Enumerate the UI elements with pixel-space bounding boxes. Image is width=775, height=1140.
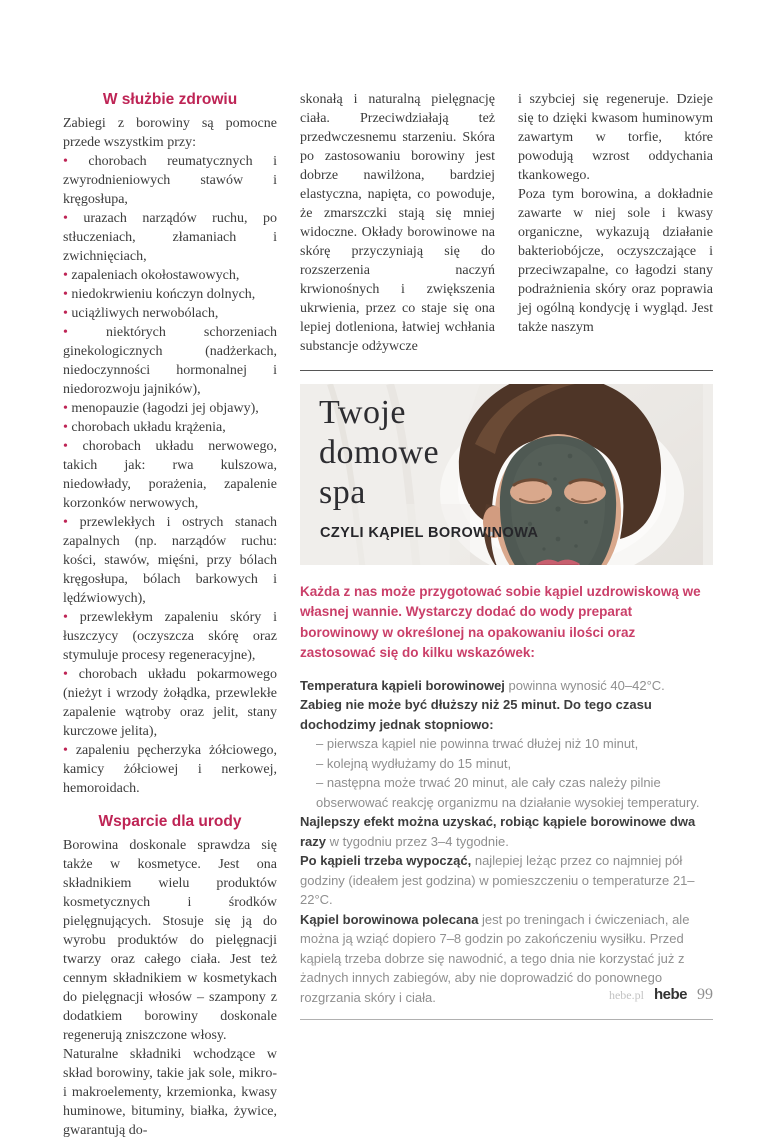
instruction-lead: Temperatura kąpieli borowinowej (300, 677, 505, 693)
page-number: 99 (697, 986, 713, 1003)
bullet-item: • zapaleniach okołostawowych, (63, 266, 277, 285)
section-heading-beauty: Wsparcie dla urody (98, 813, 242, 830)
middle-column (300, 90, 495, 356)
bullet-item: • zapaleniu pęcherzyka żółciowego, kamicy żółciowej i nerkowej, hemoroidach. (63, 741, 277, 798)
bullet-item: • chorobach układu pokarmowego (nieżyt i wrzody żołądka, przewlekłe zapalenie wątroby oraz jelit, stany kurczowe jelita), (63, 665, 277, 741)
feature-title (319, 393, 439, 513)
instructions-list (300, 676, 713, 1008)
right-paragraph-1: i szybciej się regeneruje. Dzieje się to dzięki kwasom huminowym zawartym w torfie, które powodują wzrost oddychania tkankowego. (518, 92, 713, 183)
middle-paragraph: skonałą i naturalną pielęgnację ciała. Przeciwdziałają też przedwczesnemu starzeniu. Skóra po zastosowaniu borowiny jest dobrze nawilżona, bardziej elastyczna, napięta, co powoduje, że zmarszczki stają się mniej widoczne. Okłady borowinowe na skórę przyczyniają się do rozszerzenia naczyń krwionośnych i zwiększenia ukrwienia, przez co staje się ona lepiej dotleniona, łatwiej wchłania substancje odżywcze (300, 92, 495, 354)
instruction-substep: – pierwsza kąpiel nie powinna trwać dłużej niż 10 minut, (316, 736, 639, 751)
section1-intro: Zabiegi z borowiny są pomocne przede wszystkim przy: (63, 116, 277, 150)
instruction-lead: Kąpiel borowinowa polecana (300, 911, 479, 927)
instruction-substep: – następna może trwać 20 minut, ale cały czas należy pilnie obserwować reakcję organizmu na działanie wysokiej temperatury. (316, 775, 700, 810)
page-footer (609, 986, 713, 1004)
instruction-lead: Zabieg nie może być dłuższy niż 25 minut. Do tego czasu dochodzimy jednak stopniowo: (300, 697, 652, 732)
left-column (63, 90, 278, 1138)
section-heading-health: W służbie zdrowiu (102, 91, 238, 108)
bullet-item: • chorobach reumatycznych i zwyrodnieniowych stawów i kręgosłupa, (63, 152, 277, 209)
instruction-lead: Najlepszy efekt można uzyskać, robiąc kąpiele borowinowe dwa razy (300, 814, 696, 849)
instruction-body: jest po treningach i ćwiczeniach, ale można ją wziąć dopiero 7–8 godzin po zakończeniu wysiłku. Przed kąpielą trzeba dobrze się nawodnić, a tego dnia nie korzystać już z żadnych innych zabiegów, aby nie doprowadzić do ponownego rozgrzania skóry i ciała. (300, 911, 690, 1005)
feature-title-line: Twoje (319, 393, 406, 431)
bullet-item: • przewlekłym zapaleniu skóry i łuszczycy (oczyszcza skórę oraz stymuluje procesy regeneracyjne), (63, 608, 277, 665)
feature-title-line: spa (319, 473, 366, 511)
bullet-item: • chorobach układu nerwowego, takich jak: rwa kulszowa, niedowłady, porażenia, zapalenie korzonków nerwowych, (63, 437, 277, 513)
footer-site-url: hebe.pl (608, 988, 644, 1002)
hebe-logo: hebe (653, 986, 687, 1003)
instruction-body: najlepiej leżąc przez co najmniej pół godziny (ideałem jest godzina) w pomieszczeniu o temperaturze 21–22°C. (300, 853, 695, 907)
instruction-body: w tygodniu przez 3–4 tygodnie. (326, 833, 509, 849)
bullet-item: • menopauzie (łagodzi jej objawy), (63, 399, 277, 418)
feature-title-line: domowe (319, 433, 440, 471)
instruction-body: powinna wynosić 40–42°C. (504, 677, 665, 693)
bullet-item: • przewlekłych i ostrych stanach zapalnych (np. narządów ruchu: kości, stawów, mięśni, przy bólach kręgosłupa, bólach barkowych i lędźwiowych), (63, 513, 277, 608)
main-area (300, 90, 713, 1020)
instruction-substep: – kolejną wydłużamy do 15 minut, (316, 755, 512, 771)
right-paragraph-2: Poza tym borowina, a dokładnie zawarte w niej sole i kwasy organiczne, wykazują działanie bakteriobójcze, oczyszczające i przeciwzapalne, co łagodzi stany podrażnienia skóry oraz poprawia jej ogólną kondycję i wygląd. Jest także naszym (518, 187, 713, 335)
bullet-item: • urazach narządów ruchu, po stłuczeniach, złamaniach i zwichnięciach, (63, 209, 277, 266)
top-text-columns (300, 90, 713, 356)
bullet-item: • niektórych schorzeniach ginekologicznych (nadżerkach, niedoczynności hormonalnej i niedorozwoju jajników), (63, 323, 277, 399)
beauty-paragraph-1: Borowina doskonale sprawdza się także w kosmetyce. Jest ona składnikiem wielu produktów kosmetycznych i środków pielęgnujących. Stosuje się ją do wyrobu produktów do pielęgnacji twarzy oraz całego ciała. Jest też cennym składnikiem w kosmetykach do pielęgnacji włosów – szampony z dodatkiem borowiny doskonale regenerują zniszczone włosy. (63, 838, 277, 1043)
lead-paragraph: Każda z nas może przygotować sobie kąpiel uzdrowiskową we własnej wannie. Wystarczy dodać do wody preparat borowinowy w określonej na opakowaniu ilości oraz zastosować się do kilku wskazówek: (300, 583, 701, 660)
instruction-item (300, 812, 713, 851)
right-column (518, 90, 713, 356)
divider-above-photo (300, 370, 713, 371)
instruction-item (300, 676, 713, 696)
instruction-item (300, 695, 713, 734)
feature-photo (300, 384, 713, 565)
bullet-item: • niedokrwieniu kończyn dolnych, (63, 285, 277, 304)
instruction-lead: Po kąpieli trzeba wypocząć, (300, 853, 472, 868)
beauty-paragraph-2: Naturalne składniki wchodzące w skład borowiny, takie jak sole, mikro- i makroelementy, krzemionka, kwasy huminowe, bituminy, białka, żywice, gwarantują do- (63, 1047, 277, 1138)
bullet-item: • uciążliwych nerwobólach, (63, 304, 277, 323)
bullet-item: • chorobach układu krążenia, (63, 418, 277, 437)
feature-subtitle: CZYLI KĄPIEL BOROWINOWA (320, 524, 539, 541)
instruction-item (300, 851, 713, 910)
